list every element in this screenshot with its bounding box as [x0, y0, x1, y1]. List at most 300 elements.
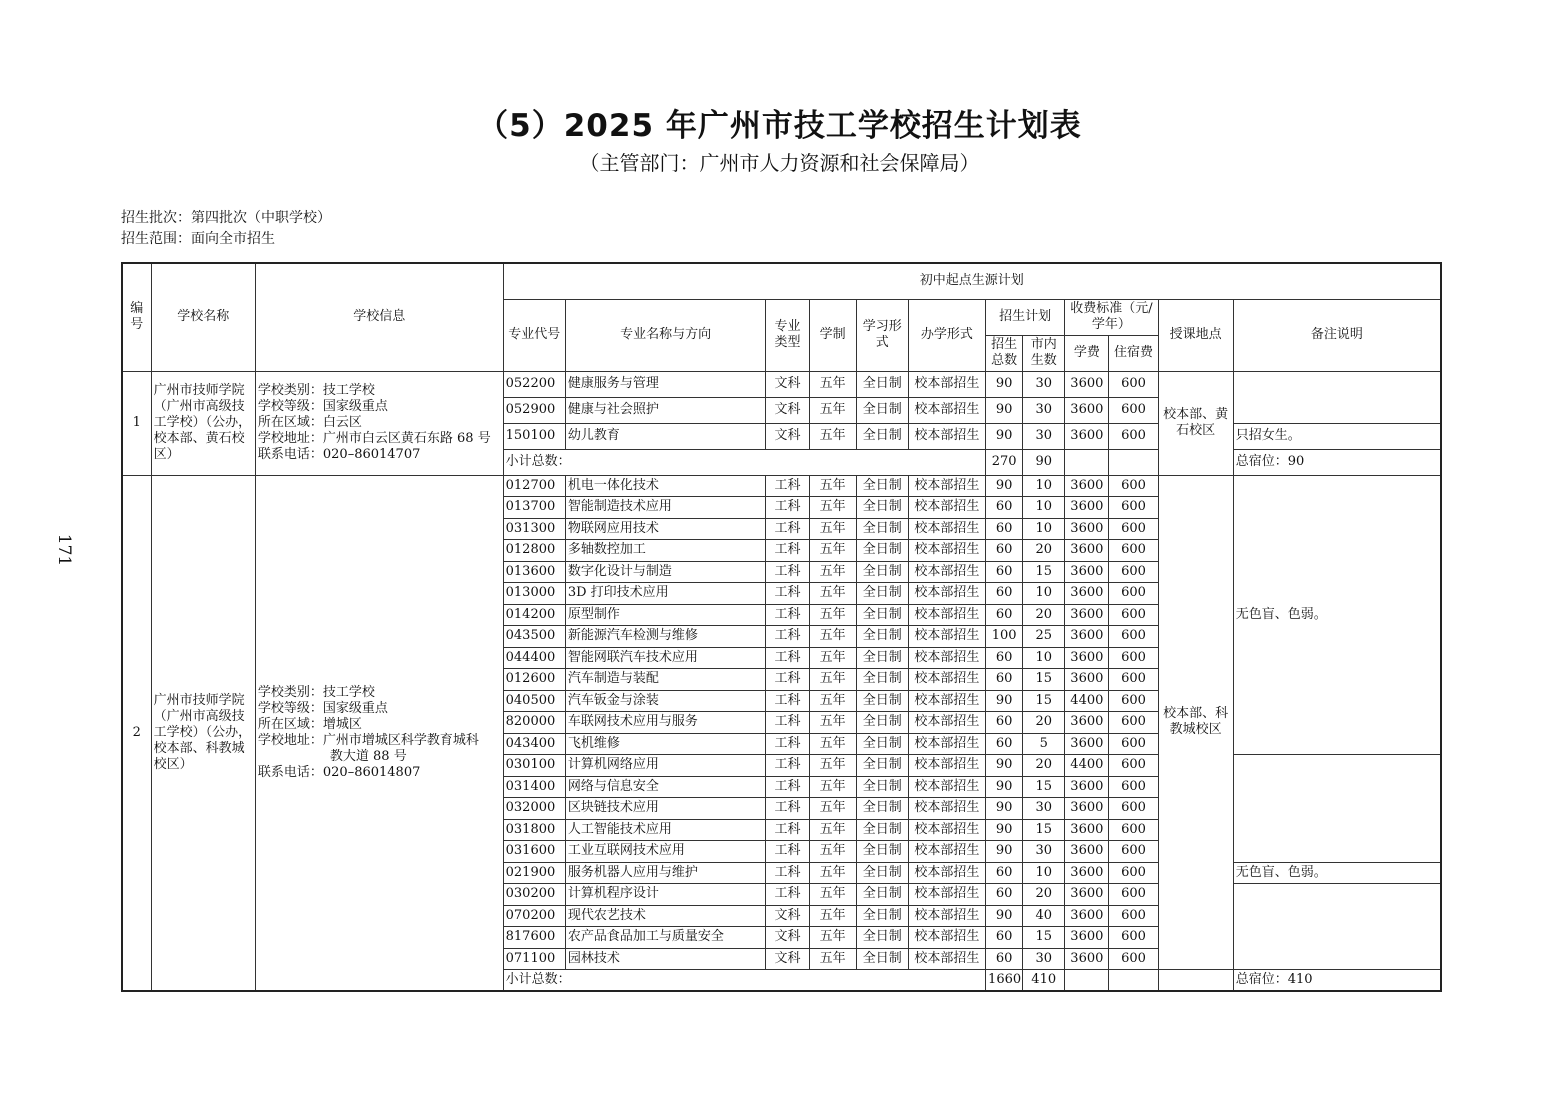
duration: 五年: [809, 905, 856, 927]
major-type: 工科: [766, 626, 809, 648]
duration: 五年: [809, 475, 856, 497]
enroll-city: 30: [1023, 798, 1065, 820]
study-mode: 校本部招生: [908, 540, 985, 562]
school-info-line: 学校类别：技工学校: [257, 684, 375, 700]
enroll-city: 40: [1023, 905, 1065, 927]
study-mode: 校本部招生: [908, 518, 985, 540]
page-subtitle: （主管部门：广州市人力资源和社会保障局）: [579, 151, 980, 175]
enroll-total: 90: [986, 841, 1023, 863]
remark-color-vision: 无色盲、色弱。: [1233, 475, 1441, 755]
major-code: 021900: [503, 862, 565, 884]
major-name: 3D 打印技术应用: [565, 583, 766, 605]
subtotal-total: 270: [986, 449, 1023, 475]
study-mode: 校本部招生: [908, 776, 985, 798]
dorm-fee: 600: [1109, 540, 1158, 562]
major-name: 飞机维修: [565, 733, 766, 755]
major-type: 工科: [766, 798, 809, 820]
major-name: 汽车钣金与涂装: [565, 690, 766, 712]
header-major-type: 专业类型: [766, 299, 809, 371]
tuition-fee: 4400: [1065, 690, 1109, 712]
major-type: 工科: [766, 862, 809, 884]
dorm-fee: 600: [1109, 798, 1158, 820]
tuition-fee: 3600: [1065, 475, 1109, 497]
enroll-city: 10: [1023, 518, 1065, 540]
major-name: 物联网应用技术: [565, 518, 766, 540]
major-code: 071100: [503, 948, 565, 970]
major-code: 013600: [503, 561, 565, 583]
enroll-city: 25: [1023, 626, 1065, 648]
major-name: 多轴数控加工: [565, 540, 766, 562]
table-row: [122, 371, 1441, 397]
study-form: 全日制: [856, 371, 908, 397]
header-major-code: 专业代号: [503, 299, 565, 371]
study-mode: 校本部招生: [908, 583, 985, 605]
study-form: 全日制: [856, 905, 908, 927]
enroll-city: 15: [1023, 561, 1065, 583]
enroll-city: 10: [1023, 647, 1065, 669]
study-mode: 校本部招生: [908, 798, 985, 820]
enroll-city: 20: [1023, 540, 1065, 562]
tuition-fee: 3600: [1065, 733, 1109, 755]
tuition-fee: 4400: [1065, 755, 1109, 777]
study-form: 全日制: [856, 798, 908, 820]
major-code: 043500: [503, 626, 565, 648]
major-type: 工科: [766, 497, 809, 519]
tuition-fee: 3600: [1065, 497, 1109, 519]
duration: 五年: [809, 371, 856, 397]
table-row: [122, 475, 1441, 497]
teaching-location: 校本部、科教城校区: [1158, 475, 1233, 970]
major-code: 150100: [503, 423, 565, 449]
major-type: 文科: [766, 371, 809, 397]
tuition-fee: 3600: [1065, 798, 1109, 820]
major-name: 新能源汽车检测与维修: [565, 626, 766, 648]
school-info-line: 学校等级：国家级重点: [257, 399, 388, 414]
duration: 五年: [809, 819, 856, 841]
school-no: 2: [122, 475, 151, 991]
subtotal-total: 1660: [986, 970, 1023, 992]
major-type: 文科: [766, 397, 809, 423]
enroll-city: 15: [1023, 690, 1065, 712]
major-type: 工科: [766, 776, 809, 798]
study-mode: 校本部招生: [908, 733, 985, 755]
dorm-fee: 600: [1109, 862, 1158, 884]
dorm-fee: 600: [1109, 884, 1158, 906]
study-form: 全日制: [856, 862, 908, 884]
enroll-total: 60: [986, 647, 1023, 669]
enroll-city: 15: [1023, 927, 1065, 949]
major-type: 工科: [766, 518, 809, 540]
header-mode: 办学形式: [908, 299, 985, 371]
header-school-info: 学校信息: [255, 263, 503, 371]
subtotal-remark: 总宿位：90: [1233, 449, 1441, 475]
duration: 五年: [809, 626, 856, 648]
remark-color-vision: 无色盲、色弱。: [1233, 862, 1441, 884]
duration: 五年: [809, 690, 856, 712]
study-form: 全日制: [856, 884, 908, 906]
tuition-fee: 3600: [1065, 397, 1109, 423]
tuition-fee: 3600: [1065, 540, 1109, 562]
enroll-city: 30: [1023, 423, 1065, 449]
page-number: 171: [54, 533, 75, 567]
enroll-total: 90: [986, 475, 1023, 497]
major-code: 052200: [503, 371, 565, 397]
duration: 五年: [809, 540, 856, 562]
major-name: 智能网联汽车技术应用: [565, 647, 766, 669]
study-form: 全日制: [856, 841, 908, 863]
enroll-city: 5: [1023, 733, 1065, 755]
tuition-fee: 3600: [1065, 423, 1109, 449]
dorm-fee: 600: [1109, 371, 1158, 397]
duration: 五年: [809, 841, 856, 863]
study-form: 全日制: [856, 423, 908, 449]
school-info-line: 学校地址：广州市白云区黄石东路 68 号: [257, 431, 491, 446]
study-mode: 校本部招生: [908, 371, 985, 397]
tuition-fee: 3600: [1065, 626, 1109, 648]
major-code: 012600: [503, 669, 565, 691]
dorm-fee: 600: [1109, 626, 1158, 648]
major-code: 012700: [503, 475, 565, 497]
major-type: 工科: [766, 819, 809, 841]
study-form: 全日制: [856, 647, 908, 669]
enroll-city: 15: [1023, 819, 1065, 841]
subtotal-city: 90: [1023, 449, 1065, 475]
dorm-fee: 600: [1109, 755, 1158, 777]
major-type: 工科: [766, 712, 809, 734]
study-mode: 校本部招生: [908, 755, 985, 777]
dorm-fee: 600: [1109, 583, 1158, 605]
major-code: 031300: [503, 518, 565, 540]
tuition-fee: 3600: [1065, 371, 1109, 397]
remark-cell: [1233, 884, 1441, 970]
subtotal-city: 410: [1023, 970, 1065, 992]
major-name: 健康服务与管理: [565, 371, 766, 397]
school-name: 广州市技师学院（广州市高级技工学校）（公办，校本部、黄石校区）: [151, 371, 255, 475]
tuition-fee: 3600: [1065, 518, 1109, 540]
study-form: 全日制: [856, 518, 908, 540]
major-name: 智能制造技术应用: [565, 497, 766, 519]
school-info-line: 教大道 88 号: [329, 748, 407, 764]
major-type: 文科: [766, 905, 809, 927]
major-type: 工科: [766, 690, 809, 712]
tuition-fee: 3600: [1065, 583, 1109, 605]
remark-cell: [1233, 371, 1441, 423]
enroll-city: 15: [1023, 776, 1065, 798]
major-code: 070200: [503, 905, 565, 927]
major-type: 工科: [766, 647, 809, 669]
header-school-name: 学校名称: [151, 263, 255, 371]
school-info-line: 所在区域：白云区: [257, 415, 362, 430]
enroll-total: 60: [986, 604, 1023, 626]
study-mode: 校本部招生: [908, 423, 985, 449]
remark-cell: [1233, 755, 1441, 863]
enroll-total: 90: [986, 397, 1023, 423]
major-type: 文科: [766, 423, 809, 449]
dorm-fee: 600: [1109, 647, 1158, 669]
tuition-fee: 3600: [1065, 927, 1109, 949]
duration: 五年: [809, 669, 856, 691]
tuition-fee: 3600: [1065, 712, 1109, 734]
tuition-fee: 3600: [1065, 905, 1109, 927]
dorm-fee: 600: [1109, 604, 1158, 626]
study-mode: 校本部招生: [908, 604, 985, 626]
dorm-fee: 600: [1109, 397, 1158, 423]
enroll-city: 30: [1023, 397, 1065, 423]
study-mode: 校本部招生: [908, 475, 985, 497]
study-form: 全日制: [856, 604, 908, 626]
dorm-fee: 600: [1109, 497, 1158, 519]
empty-cell: [1158, 970, 1233, 992]
major-name: 服务机器人应用与维护: [565, 862, 766, 884]
duration: 五年: [809, 884, 856, 906]
study-mode: 校本部招生: [908, 862, 985, 884]
tuition-fee: 3600: [1065, 647, 1109, 669]
header-location: 授课地点: [1158, 299, 1233, 371]
enroll-total: 60: [986, 862, 1023, 884]
remark-girls-only: 只招女生。: [1233, 423, 1441, 449]
duration: 五年: [809, 776, 856, 798]
dorm-fee: 600: [1109, 712, 1158, 734]
teaching-location: 校本部、黄石校区: [1158, 371, 1233, 475]
study-mode: 校本部招生: [908, 626, 985, 648]
tuition-fee: 3600: [1065, 776, 1109, 798]
header-no: 编号: [122, 263, 151, 371]
study-form: 全日制: [856, 540, 908, 562]
batch-text: 招生批次：第四批次（中职学校）: [121, 210, 331, 226]
enroll-total: 60: [986, 927, 1023, 949]
major-name: 机电一体化技术: [565, 475, 766, 497]
header-tuition: 学费: [1065, 335, 1109, 371]
empty-cell: [1065, 970, 1109, 992]
enroll-total: 90: [986, 905, 1023, 927]
school-info: [255, 475, 503, 991]
dorm-fee: 600: [1109, 776, 1158, 798]
study-form: 全日制: [856, 712, 908, 734]
duration: 五年: [809, 733, 856, 755]
study-form: 全日制: [856, 669, 908, 691]
duration: 五年: [809, 423, 856, 449]
study-form: 全日制: [856, 755, 908, 777]
duration: 五年: [809, 604, 856, 626]
study-mode: 校本部招生: [908, 397, 985, 423]
major-name: 计算机网络应用: [565, 755, 766, 777]
header-fee-std: 收费标准（元/学年）: [1065, 299, 1158, 335]
study-mode: 校本部招生: [908, 669, 985, 691]
duration: 五年: [809, 497, 856, 519]
enroll-total: 90: [986, 371, 1023, 397]
major-code: 031800: [503, 819, 565, 841]
header-group: 初中起点生源计划: [503, 263, 1441, 299]
major-type: 工科: [766, 841, 809, 863]
major-name: 网络与信息安全: [565, 776, 766, 798]
enroll-total: 60: [986, 540, 1023, 562]
school-info-line: 联系电话：020–86014707: [257, 447, 421, 462]
tuition-fee: 3600: [1065, 819, 1109, 841]
major-type: 文科: [766, 927, 809, 949]
enroll-city: 20: [1023, 884, 1065, 906]
school-name: 广州市技师学院（广州市高级技工学校）（公办，校本部、科教城校区）: [151, 475, 255, 991]
major-type: 工科: [766, 583, 809, 605]
duration: 五年: [809, 798, 856, 820]
enroll-total: 60: [986, 583, 1023, 605]
school-no: 1: [122, 371, 151, 475]
header-major-name: 专业名称与方向: [565, 299, 766, 371]
enroll-total: 60: [986, 948, 1023, 970]
enroll-total: 60: [986, 669, 1023, 691]
tuition-fee: 3600: [1065, 604, 1109, 626]
major-name: 健康与社会照护: [565, 397, 766, 423]
dorm-fee: 600: [1109, 669, 1158, 691]
tuition-fee: 3600: [1065, 841, 1109, 863]
major-name: 现代农艺技术: [565, 905, 766, 927]
tuition-fee: 3600: [1065, 884, 1109, 906]
header-remark: 备注说明: [1233, 299, 1441, 371]
header-dorm: 住宿费: [1109, 335, 1158, 371]
major-type: 工科: [766, 540, 809, 562]
header-enroll-total: 招生总数: [986, 335, 1023, 371]
empty-cell: [1109, 970, 1158, 992]
enroll-total: 90: [986, 819, 1023, 841]
school-info: [255, 371, 503, 475]
dorm-fee: 600: [1109, 561, 1158, 583]
major-type: 工科: [766, 604, 809, 626]
major-code: 030200: [503, 884, 565, 906]
major-name: 园林技术: [565, 948, 766, 970]
study-mode: 校本部招生: [908, 712, 985, 734]
study-mode: 校本部招生: [908, 927, 985, 949]
dorm-fee: 600: [1109, 841, 1158, 863]
major-type: 工科: [766, 733, 809, 755]
enroll-city: 10: [1023, 583, 1065, 605]
dorm-fee: 600: [1109, 905, 1158, 927]
study-form: 全日制: [856, 690, 908, 712]
empty-cell: [1065, 449, 1109, 475]
dorm-fee: 600: [1109, 690, 1158, 712]
major-code: 013700: [503, 497, 565, 519]
school-info-line: 联系电话：020–86014807: [257, 764, 421, 780]
study-mode: 校本部招生: [908, 884, 985, 906]
major-name: 农产品食品加工与质量安全: [565, 927, 766, 949]
tuition-fee: 3600: [1065, 669, 1109, 691]
major-code: 030100: [503, 755, 565, 777]
study-form: 全日制: [856, 397, 908, 423]
enroll-total: 90: [986, 798, 1023, 820]
major-name: 区块链技术应用: [565, 798, 766, 820]
dorm-fee: 600: [1109, 819, 1158, 841]
duration: 五年: [809, 712, 856, 734]
enroll-city: 15: [1023, 669, 1065, 691]
enroll-city: 10: [1023, 497, 1065, 519]
header-enroll-city: 市内生数: [1023, 335, 1065, 371]
school-info-line: 学校类别：技工学校: [257, 383, 375, 398]
enroll-city: 10: [1023, 475, 1065, 497]
major-code: 820000: [503, 712, 565, 734]
duration: 五年: [809, 862, 856, 884]
enroll-total: 100: [986, 626, 1023, 648]
duration: 五年: [809, 561, 856, 583]
dorm-fee: 600: [1109, 423, 1158, 449]
study-form: 全日制: [856, 819, 908, 841]
major-code: 044400: [503, 647, 565, 669]
enroll-total: 60: [986, 733, 1023, 755]
dorm-fee: 600: [1109, 733, 1158, 755]
major-code: 012800: [503, 540, 565, 562]
major-code: 032000: [503, 798, 565, 820]
subtotal-label: 小计总数：: [503, 449, 985, 475]
major-name: 人工智能技术应用: [565, 819, 766, 841]
enroll-total: 90: [986, 423, 1023, 449]
major-name: 汽车制造与装配: [565, 669, 766, 691]
duration: 五年: [809, 948, 856, 970]
major-code: 043400: [503, 733, 565, 755]
major-name: 幼儿教育: [565, 423, 766, 449]
tuition-fee: 3600: [1065, 948, 1109, 970]
major-name: 计算机程序设计: [565, 884, 766, 906]
major-code: 014200: [503, 604, 565, 626]
study-form: 全日制: [856, 927, 908, 949]
study-form: 全日制: [856, 626, 908, 648]
dorm-fee: 600: [1109, 948, 1158, 970]
study-form: 全日制: [856, 475, 908, 497]
duration: 五年: [809, 518, 856, 540]
enroll-city: 20: [1023, 712, 1065, 734]
duration: 五年: [809, 927, 856, 949]
study-form: 全日制: [856, 583, 908, 605]
duration: 五年: [809, 755, 856, 777]
header-study-form: 学习形式: [856, 299, 908, 371]
duration: 五年: [809, 647, 856, 669]
major-type: 工科: [766, 475, 809, 497]
dorm-fee: 600: [1109, 927, 1158, 949]
subtotal-label: 小计总数：: [503, 970, 985, 992]
enroll-city: 30: [1023, 841, 1065, 863]
empty-cell: [1109, 449, 1158, 475]
tuition-fee: 3600: [1065, 561, 1109, 583]
enroll-total: 60: [986, 561, 1023, 583]
tuition-fee: 3600: [1065, 862, 1109, 884]
study-form: 全日制: [856, 948, 908, 970]
major-code: 040500: [503, 690, 565, 712]
major-name: 数字化设计与制造: [565, 561, 766, 583]
dorm-fee: 600: [1109, 518, 1158, 540]
major-name: 工业互联网技术应用: [565, 841, 766, 863]
study-mode: 校本部招生: [908, 690, 985, 712]
enroll-total: 60: [986, 497, 1023, 519]
study-form: 全日制: [856, 733, 908, 755]
major-name: 车联网技术应用与服务: [565, 712, 766, 734]
enrollment-plan-table: [121, 262, 1442, 992]
major-code: 031600: [503, 841, 565, 863]
enroll-total: 60: [986, 884, 1023, 906]
enroll-total: 90: [986, 755, 1023, 777]
major-code: 052900: [503, 397, 565, 423]
enroll-city: 20: [1023, 604, 1065, 626]
subtotal-remark: 总宿位：410: [1233, 970, 1441, 992]
study-mode: 校本部招生: [908, 905, 985, 927]
header-duration: 学制: [809, 299, 856, 371]
enroll-total: 90: [986, 690, 1023, 712]
study-mode: 校本部招生: [908, 561, 985, 583]
page-title: （5）2025 年广州市技工学校招生计划表: [477, 108, 1082, 144]
enroll-total: 90: [986, 776, 1023, 798]
school-info-line: 所在区域：增城区: [257, 716, 362, 732]
duration: 五年: [809, 397, 856, 423]
enroll-city: 30: [1023, 948, 1065, 970]
major-type: 工科: [766, 669, 809, 691]
duration: 五年: [809, 583, 856, 605]
study-mode: 校本部招生: [908, 948, 985, 970]
enroll-total: 60: [986, 712, 1023, 734]
